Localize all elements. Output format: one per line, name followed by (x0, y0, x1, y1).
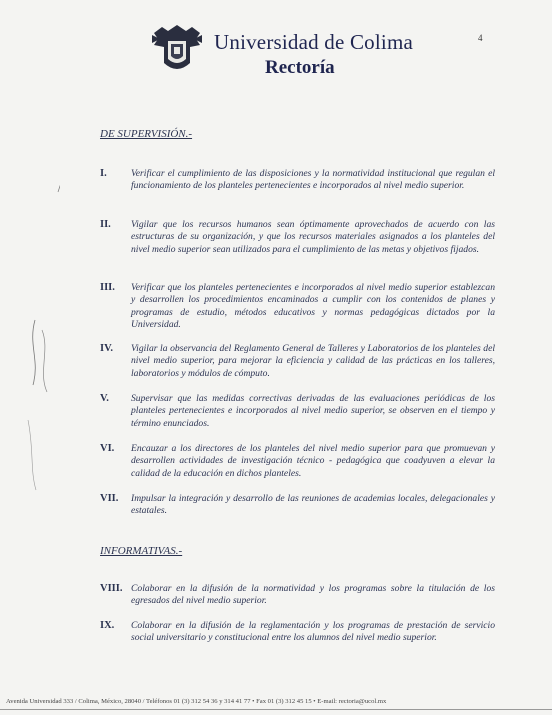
footer-rule (0, 709, 552, 710)
item-number: VIII. (100, 583, 123, 594)
item-number: IV. (100, 343, 113, 354)
item-number: IX. (100, 620, 115, 631)
university-name: Universidad de Colima (214, 30, 413, 54)
section-heading-supervision: DE SUPERVISIÓN.- (100, 128, 193, 140)
university-shield-logo (150, 25, 204, 75)
item-number: VI. (100, 443, 115, 454)
item-text: Vigilar la observancia del Reglamento General de Talleres y Laboratorios de los planteles del nivel medio superior, para mejorar la eficiencia y calidad de las prácticas en los talleres, laboratorios y módulos de cómputo. (131, 343, 495, 379)
item-number: V. (100, 393, 109, 404)
item-text: Impulsar la integración y desarrollo de las reuniones de academias locales, delegacionales y estatales. (131, 493, 495, 517)
handwritten-marks (0, 0, 60, 715)
item-text: Colaborar en la difusión de la reglamentación y los programas de prestación de servicio social universitario y constitucional entre los alumnos del nivel medio superior. (131, 620, 495, 644)
item-number: III. (100, 282, 115, 293)
item-text: Verificar que los planteles pertenecientes e incorporados al nivel medio superior establezcan y desarrollen los procedimientos encaminados a cumplir con los contenidos de planes y programas de estudio, métodos educativos y normas pedagógicas dictados por la Universidad. (131, 282, 495, 330)
page-number: 4 (478, 33, 483, 43)
item-number: VII. (100, 493, 119, 504)
item-text: Encauzar a los directores de los planteles del nivel medio superior para que promuevan y desarrollen actividades de investigación técnico - pedagógica que coadyuven a elevar la calidad de la educación en dichos planteles. (131, 443, 495, 479)
section-heading-informativas: INFORMATIVAS.- (100, 545, 183, 557)
item-text: Supervisar que las medidas correctivas derivadas de las evaluaciones periódicas de los planteles pertenecientes e incorporados al nivel medio superior, se observen en el tiempo y término enunciados. (131, 393, 495, 429)
item-number: II. (100, 219, 111, 230)
item-text: Vigilar que los recursos humanos sean óptimamente aprovechados de acuerdo con las estructuras de su organización, y que los recursos materiales asignados a los planteles del nivel medio superior sean utilizados para el cumplimiento de las metas y objetivos fijados. (131, 219, 495, 255)
item-number: I. (100, 168, 107, 179)
footer-address: Avenida Universidad 333 / Colima, México, 28040 / Teléfonos 01 (3) 312 54 36 y 314 41 77 • Fax 01 (3) 312 45 15 • E-mail: rectoria@ucol.mx (6, 698, 387, 705)
item-text: Verificar el cumplimiento de las disposiciones y la normatividad institucional que regulan el funcionamiento de los planteles pertenecientes e incorporados al nivel medio superior. (131, 168, 495, 192)
item-text: Colaborar en la difusión de la normatividad y los programas sobre la titulación de los egresados del nivel medio superior. (131, 583, 495, 607)
office-name: Rectoría (265, 57, 335, 78)
